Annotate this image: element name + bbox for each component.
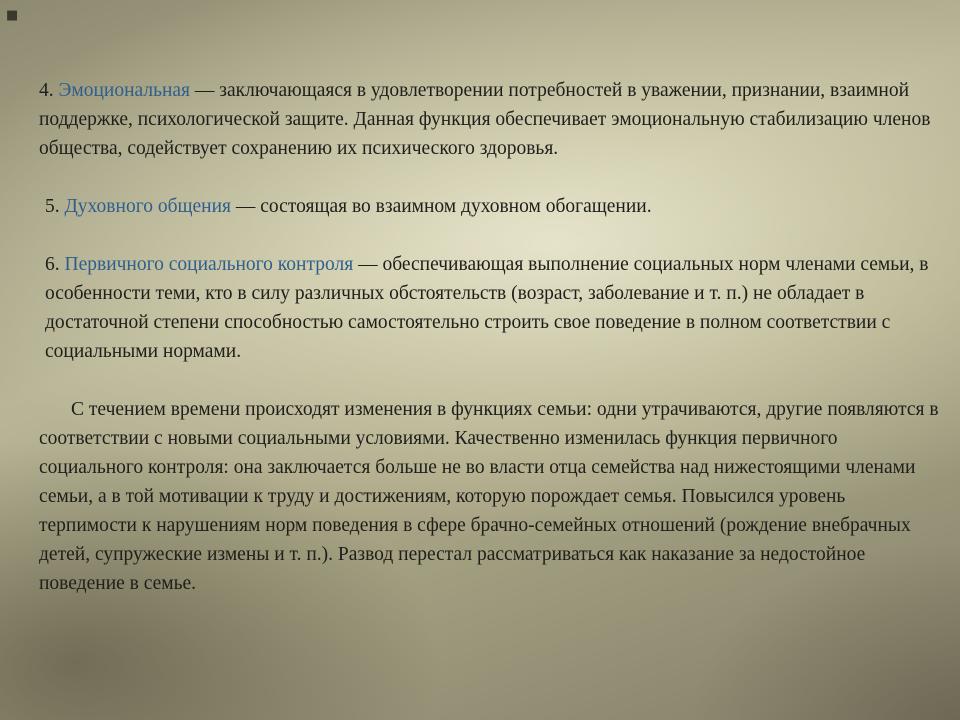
paragraph-number: 4. [39, 80, 59, 101]
slide-text-body [39, 76, 939, 598]
term-emotional: Эмоциональная [58, 80, 191, 101]
paragraph-changes-over-time: С течением времени происходят изменения в функциях семьи: одни утрачиваются, другие появляются в соответствии с новыми социальными условиями. Качественно изменилась функция первичного социального контроля: она заключается больше не во власти отца семейства над нижестоящими членами семьи, а в той мотивации к труду и достижениям, которую порождает семья. Повысился уровень терпимости к нарушениям норм поведения в сфере брачно-семейных отношений (рождение внебрачных детей, супружеские измены и т. п.). Развод перестал рассматриваться как наказание за недостойное поведение в семье. [39, 399, 939, 594]
paragraph-number: 6. [45, 254, 65, 275]
paragraph-number: 5. [45, 196, 65, 217]
slide-ornament-icon: ■ [6, 8, 19, 23]
paragraph-text: — состоящая во взаимном духовном обогащении. [231, 196, 652, 217]
paragraph-spiritual-function [39, 192, 939, 221]
term-primary-social-control: Первичного социального контроля [64, 254, 354, 275]
paragraph-social-control-function [39, 250, 939, 366]
paragraph-text: — обеспечивающая выполнение социальных норм членами семьи, в особенности теми, кто в силу различных обстоятельств (возраст, заболевание и т. п.) не обладает в достаточной степени способностью самостоятельно строить свое поведение в полном соответствии с социальными нормами. [45, 254, 929, 362]
paragraph-emotional-function [39, 76, 939, 163]
paragraph-text: — заключающаяся в удовлетворении потребностей в уважении, признании, взаимной поддержке, психологической защите. Данная функция обеспечивает эмоциональную стабилизацию членов общества, содействует сохранению их психического здоровья. [39, 80, 931, 159]
term-spiritual-communication: Духовного общения [64, 196, 232, 217]
